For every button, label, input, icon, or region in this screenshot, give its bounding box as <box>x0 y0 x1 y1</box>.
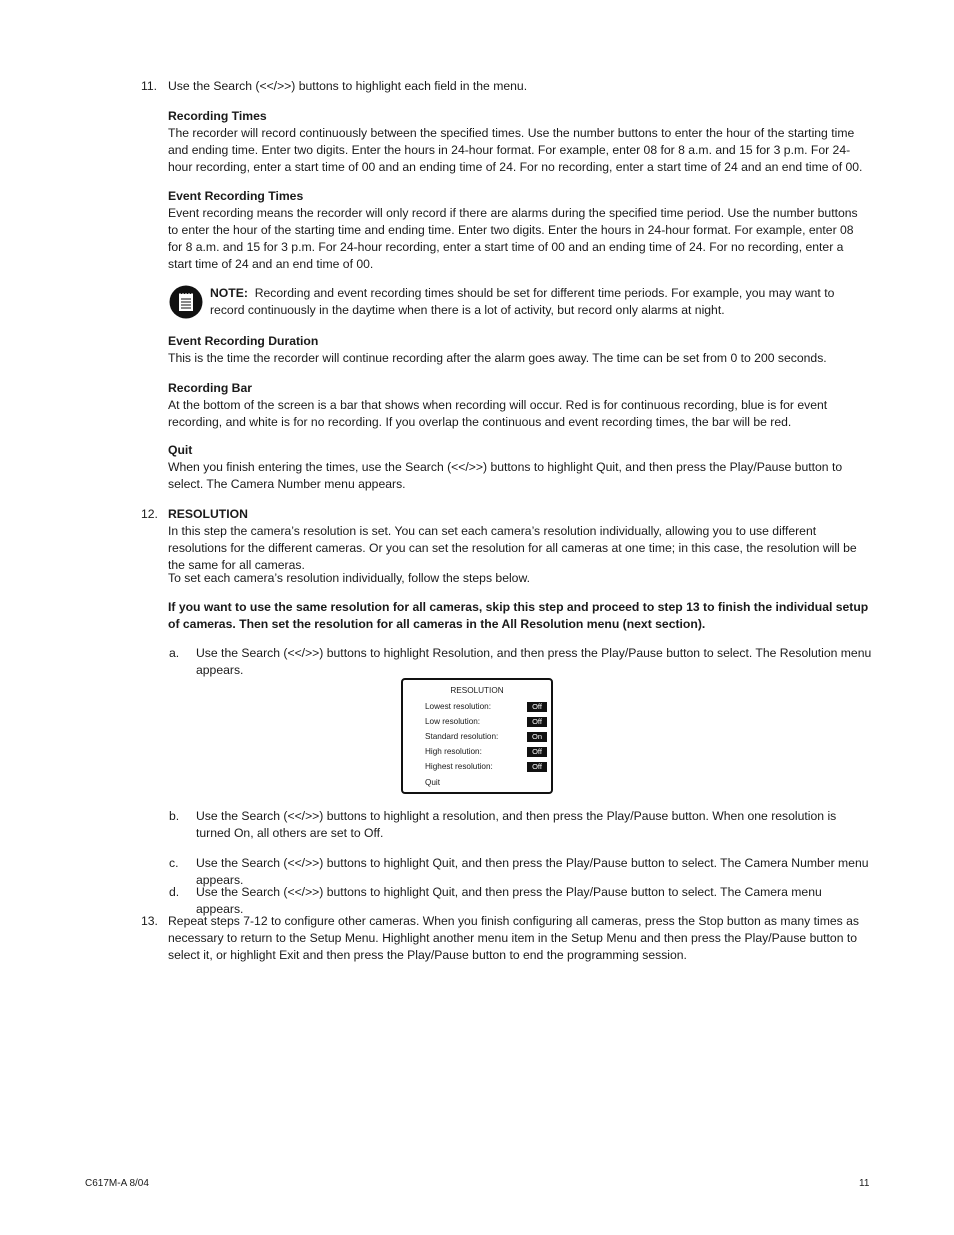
recording-bar-text: At the bottom of the screen is a bar that shows when recording will occur. Red is for continuous recording, blue is for event recording, and white is for no recording. If you overlap the continuous and event recording times, the bar will be red. <box>168 398 828 429</box>
menu-quit-label: Quit <box>425 778 441 787</box>
resolution-menu-screen <box>401 678 553 794</box>
event-recording-times-section <box>168 188 870 273</box>
note-icon <box>169 285 203 319</box>
sub-d-text: Use the Search (<</>>) buttons to highlight Quit, and then press the Play/Pause button to select. The Camera menu appears. <box>196 885 822 916</box>
menu-row-standard <box>425 732 549 743</box>
sub-a-letter: a. <box>169 646 180 660</box>
resolution-bold-note: If you want to use the same resolution for all cameras, skip this step and proceed to step 13 to finish the individual setup of cameras. Then set the resolution for all cameras in the All Resolution menu (next section). <box>168 600 869 631</box>
menu-row-value: Off <box>527 702 547 712</box>
quit-text: When you finish entering the times, use the Search (<</>>) buttons to highlight Quit, and then press the Play/Pause button to select. The Camera Number menu appears. <box>168 460 843 491</box>
note-text: Recording and event recording times should be set for different time periods. For example, you may want to record continuously in the daytime when there is a lot of activity, but record only alarms at night. <box>210 286 835 317</box>
step-11-intro: Use the Search (<</>>) buttons to highlight each field in the menu. <box>168 79 528 93</box>
menu-row-low <box>425 717 549 728</box>
footer-page-number: 11 <box>859 1178 870 1189</box>
sub-d-letter: d. <box>169 885 180 899</box>
menu-row-value: Off <box>527 762 547 772</box>
resolution-heading: RESOLUTION <box>168 507 248 521</box>
sub-a-text: Use the Search (<</>>) buttons to highlight Resolution, and then press the Play/Pause button to select. The Resolution menu appears. <box>196 646 872 677</box>
menu-row-value: On <box>527 732 547 742</box>
sub-c-letter: c. <box>169 856 179 870</box>
menu-row-lowest <box>425 702 549 713</box>
quit-heading: Quit <box>168 443 193 457</box>
recording-times-text: The recorder will record continuously between the specified times. Use the number buttons to enter the hour of the starting time and ending time. Enter two digits. Enter the hours in 24-hour format. For example, enter 08 for 8 a.m. and 15 for 3 p.m. For 24-hour recording, enter a start time of 00 and an ending time of 24. For no recording, enter a start time of 24 and an end time of 00. <box>168 126 863 174</box>
resolution-menu-title: RESOLUTION <box>450 686 504 695</box>
menu-row-value: Off <box>527 717 547 727</box>
step-13-number: 13. <box>141 914 158 928</box>
menu-row-label: Highest resolution: <box>425 762 493 771</box>
menu-row-label: Low resolution: <box>425 717 481 726</box>
event-recording-times-heading: Event Recording Times <box>168 189 304 203</box>
sub-c-text: Use the Search (<</>>) buttons to highlight Quit, and then press the Play/Pause button to select. The Camera Number menu appears. <box>196 856 869 887</box>
sub-b-letter: b. <box>169 809 180 823</box>
resolution-para-1: In this step the camera’s resolution is set. You can set each camera’s resolution individually, allowing you to use different resolutions for the different cameras. Or you can set the resolution for all cameras at one time; in this case, the resolution will be the same for all cameras. <box>168 524 857 572</box>
note-label: NOTE: <box>210 286 248 300</box>
step-12-number: 12. <box>141 507 158 521</box>
menu-row-label: High resolution: <box>425 747 482 756</box>
quit-section <box>168 442 870 493</box>
sub-b-text: Use the Search (<</>>) buttons to highlight a resolution, and then press the Play/Pause button. When one resolution is turned On, all others are set to Off. <box>196 809 837 840</box>
step-11-number: 11. <box>141 79 158 93</box>
menu-row-quit <box>425 778 549 789</box>
footer-doc-code: C617M-A 8/04 <box>85 1178 149 1189</box>
event-recording-times-text: Event recording means the recorder will only record if there are alarms during the specified time period. Use the number buttons to enter the hour of the starting time and ending time. Enter two digits. Enter the hours in 24-hour format. For example, enter 08 for 8 a.m. and 15 for 3 p.m. For 24-hour recording, enter a start time of 00 and an ending time of 24. For no recording, enter a start time of 24 and an end time of 00. <box>168 206 858 271</box>
menu-row-label: Lowest resolution: <box>425 702 491 711</box>
step-13-text: Repeat steps 7-12 to configure other cameras. When you finish configuring all cameras, press the Stop button as many times as necessary to return to the Setup Menu. Highlight another menu item in the Setup Menu and then press the Play/Pause button to select it, or highlight Exit and then press the Play/Pause button to end the programming session. <box>168 914 859 962</box>
event-recording-duration-heading: Event Recording Duration <box>168 334 319 348</box>
menu-row-high <box>425 747 549 758</box>
recording-bar-section <box>168 380 870 431</box>
resolution-para-2: To set each camera’s resolution individually, follow the steps below. <box>168 571 530 585</box>
recording-times-heading: Recording Times <box>168 109 267 123</box>
menu-row-value: Off <box>527 747 547 757</box>
menu-row-label: Standard resolution: <box>425 732 499 741</box>
note-block <box>210 285 872 319</box>
event-recording-duration-section <box>168 333 870 367</box>
event-recording-duration-text: This is the time the recorder will continue recording after the alarm goes away. The time can be set from 0 to 200 seconds. <box>168 351 827 365</box>
recording-bar-heading: Recording Bar <box>168 381 252 395</box>
recording-times-section <box>168 108 870 176</box>
resolution-section <box>168 506 870 574</box>
menu-row-highest <box>425 762 549 773</box>
